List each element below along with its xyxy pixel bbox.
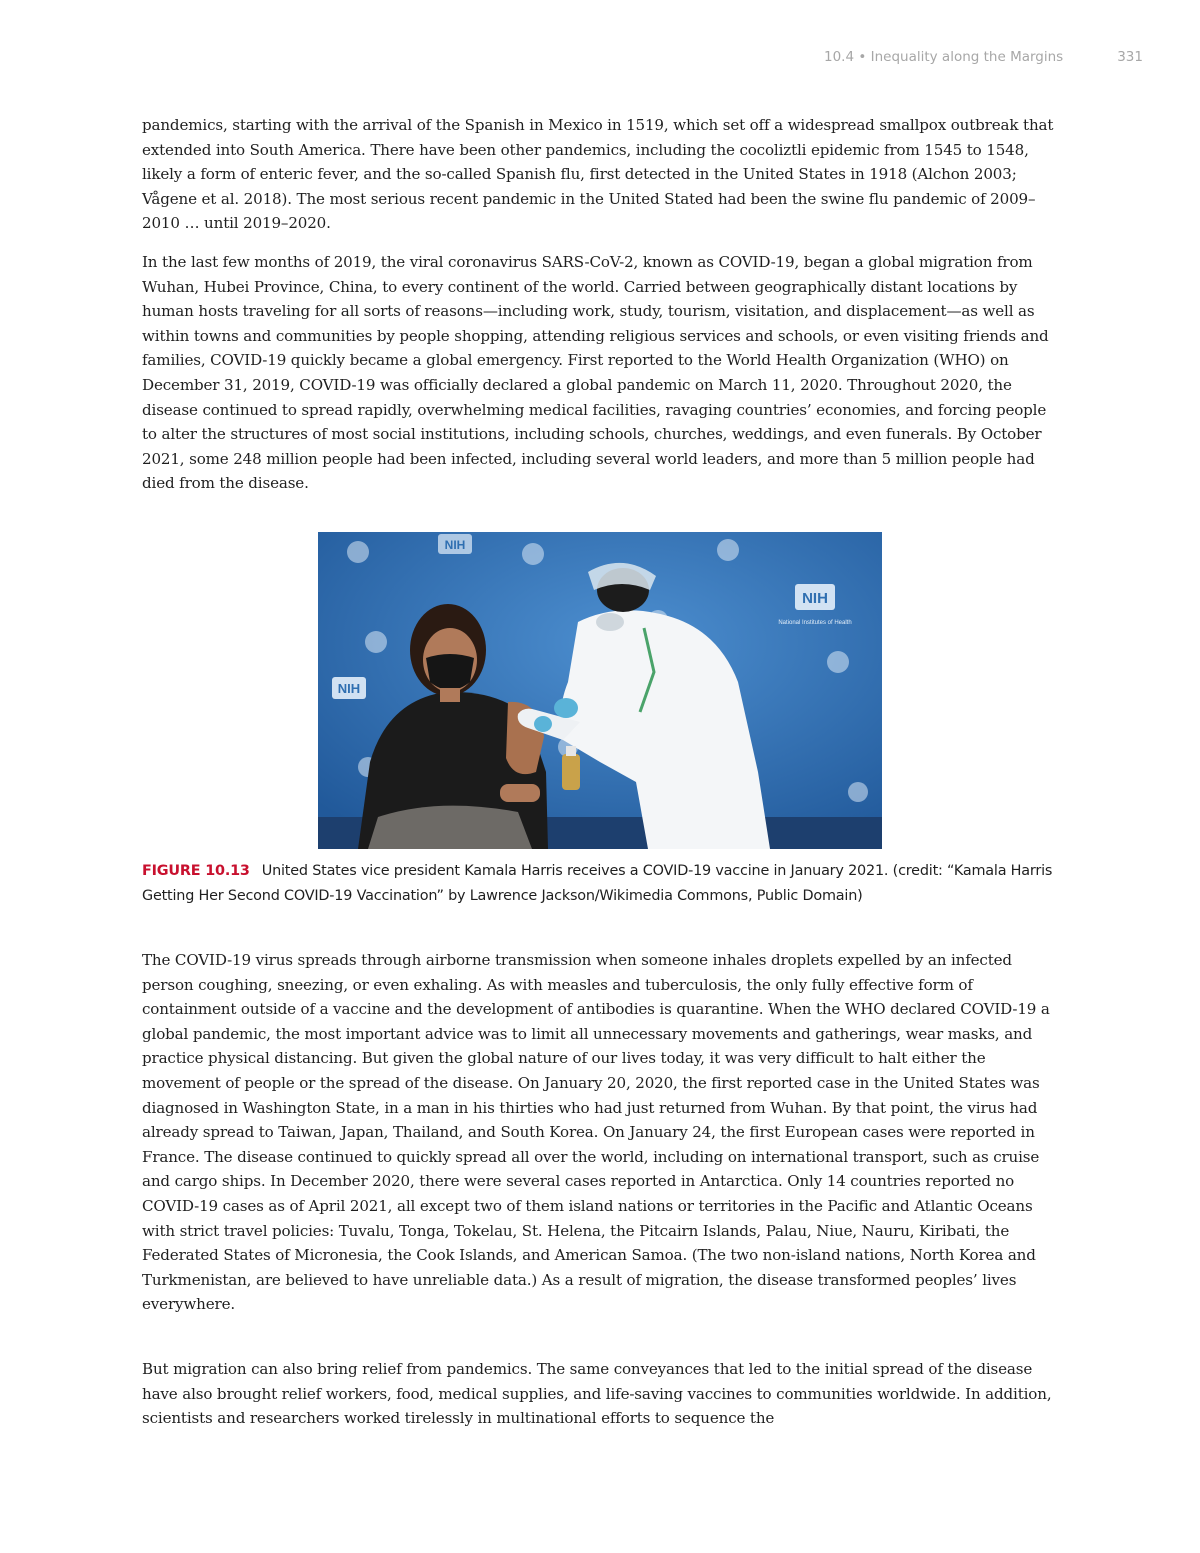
backdrop-nih-logo <box>332 677 366 699</box>
figure-caption-text: United States vice president Kamala Harris receives a COVID-19 vaccine in January 2021. (credit: “Kamala Harris Getting Her Second COVID-19 Vaccination” by Lawrence Jackson/Wikimedia Commons, Public Domain) <box>142 863 1053 904</box>
svg-text:NIH: NIH <box>337 681 361 696</box>
body-paragraph: The COVID-19 virus spreads through airborne transmission when someone inhales droplets expelled by an infected person coughing, sneezing, or even exhaling. As with measles and tuberculosis, the only fully effective form of containment outside of a vaccine and the development of antibodies is quarantine. When the WHO declared COVID-19 a global pandemic, the most important advice was to limit all unnecessary movements and gatherings, wear masks, and practice physical distancing. But given the global nature of our lives today, it was very difficult to halt either the movement of people or the spread of the disease. On January 20, 2020, the first reported case in the United States was diagnosed in Washington State, in a man in his thirties who had just returned from Wuhan. By that point, the virus had already spread to Taiwan, Japan, Thailand, and South Korea. On January 24, the first European cases were reported in France. The disease continued to quickly spread all over the world, including on international transport, such as cruise and cargo ships. In December 2020, there were several cases reported in Antarctica. Only 14 countries reported no COVID-19 cases as of April 2021, all except two of them island nations or territories in the Pacific and Atlantic Oceans with strict travel policies: Tuvalu, Tonga, Tokelau, St. Helena, the Pitcairn Islands, Palau, Niue, Nauru, Kiribati, the Federated States of Micronesia, the Cook Islands, and American Samoa. (The two non-island nations, North Korea and Turkmenistan, are believed to have unreliable data.) As a result of migration, the disease transformed peoples’ lives everywhere. <box>142 951 1050 1314</box>
vaccination-photo-illustration <box>318 532 882 849</box>
svg-text:National Institutes of Health: National Institutes of Health <box>778 620 852 626</box>
running-head <box>824 49 1143 65</box>
figure-photo <box>318 532 882 849</box>
figure-label: FIGURE 10.13 <box>142 863 250 879</box>
section-title: 10.4 • Inequality along the Margins <box>824 49 1064 65</box>
figure-caption <box>142 859 1062 909</box>
page-number: 331 <box>1117 49 1143 65</box>
body-paragraph: In the last few months of 2019, the viral coronavirus SARS-CoV-2, known as COVID-19, began a global migration from Wuhan, Hubei Province, China, to every continent of the world. Carried between geographically distant locations by human hosts traveling for all sorts of reasons—including work, study, tourism, visitation, and displacement—as well as within towns and communities by people shopping, attending religious services and schools, or even visiting friends and families, COVID-19 quickly became a global emergency. First reported to the World Health Organization (WHO) on December 31, 2019, COVID-19 was officially declared a global pandemic on March 11, 2020. Throughout 2020, the disease continued to spread rapidly, overwhelming medical facilities, ravaging countries’ economies, and forcing people to alter the structures of most social institutions, including schools, churches, weddings, and even funerals. By October 2021, some 248 million people had been infected, including several world leaders, and more than 5 million people had died from the disease. <box>142 253 1049 493</box>
svg-text:NIH: NIH <box>444 538 466 552</box>
svg-text:NIH: NIH <box>802 590 828 607</box>
body-paragraph: pandemics, starting with the arrival of the Spanish in Mexico in 1519, which set off a widespread smallpox outbreak that extended into South America. There have been other pandemics, including the cocoliztli epidemic from 1545 to 1548, likely a form of enteric fever, and the so-called Spanish flu, first detected in the United States in 1918 (Alchon 2003; Vågene et al. 2018). The most serious recent pandemic in the United Stated had been the swine flu pandemic of 2009–2010 … until 2019–2020. <box>142 116 1054 233</box>
backdrop-nih-logo <box>438 534 472 554</box>
body-paragraph: But migration can also bring relief from pandemics. The same conveyances that led to the initial spread of the disease have also brought relief workers, food, medical supplies, and life-saving vaccines to communities worldwide. In addition, scientists and researchers worked tirelessly in multinational efforts to sequence the <box>142 1360 1052 1428</box>
